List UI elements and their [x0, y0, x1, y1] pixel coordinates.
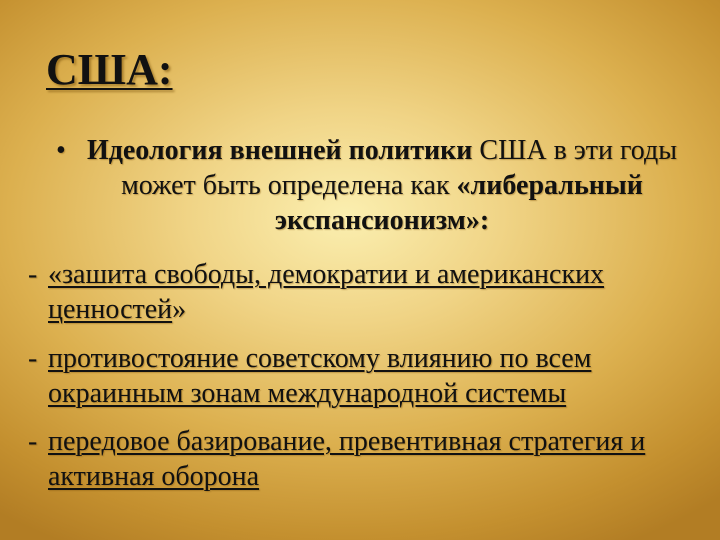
dash-icon: -	[28, 259, 38, 290]
list-item-tail: »	[172, 294, 187, 325]
list-item	[28, 257, 698, 327]
list-item-underlined: «зашита свободы, демократии и американских ценностей	[48, 259, 605, 325]
bullet-point	[56, 133, 686, 238]
bullet-icon: •	[56, 135, 66, 166]
dash-icon: -	[28, 343, 38, 374]
list-item-text	[28, 424, 698, 494]
dash-icon: -	[28, 426, 38, 457]
list-item-text	[28, 257, 698, 327]
list-item-underlined: передовое базирование, превентивная стратегия и активная оборона	[48, 426, 646, 492]
bullet-bold-start: Идеология внешней политики	[86, 135, 473, 166]
slide-title: США:	[46, 45, 173, 94]
list-item-text	[28, 341, 698, 411]
list-item-underlined: противостояние советскому влиянию по всем окраинным зонам международной системы	[48, 343, 592, 409]
bullet-normal-mid: США в эти годы может быть определена как	[121, 135, 678, 201]
list-item	[28, 424, 698, 494]
list-item	[28, 341, 698, 411]
bullet-text	[56, 133, 686, 238]
bullet-bold-end: «либеральный экспансионизм»:	[274, 170, 643, 236]
